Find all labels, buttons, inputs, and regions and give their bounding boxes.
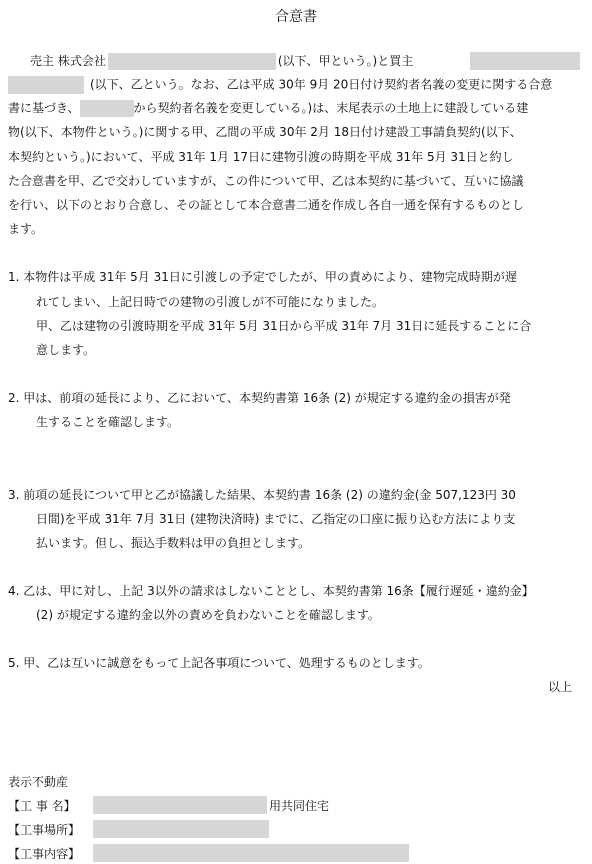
intro-line-3	[8, 100, 528, 117]
item-4-line-2: (2) が規定する違約金以外の責めを負わないことを確認します。	[36, 608, 380, 622]
intro-line-1	[30, 53, 413, 70]
seller-label: 売主 株式会社	[30, 54, 106, 68]
property-name-label: 【工 事 名】	[8, 799, 76, 813]
property-location-row	[8, 822, 80, 838]
item-4-line-1: 4. 乙は、甲に対し、上記 3以外の請求はしないこととし、本契約書第 16条【履行遅延・違約金】	[8, 584, 534, 598]
property-content-label: 【工事内容】	[8, 847, 81, 861]
item-3-line-2: 日間)を平成 31年 7月 31日 (建物決済時) までに、乙指定の口座に振り込む方法により支	[36, 512, 516, 526]
item-1-line-3: 甲、乙は建物の引渡時期を平成 31年 5月 31日から平成 31年 7月 31日に延長することに合	[36, 319, 532, 333]
intro-text-3a: 書に基づき、	[8, 101, 80, 115]
property-name-row	[8, 798, 76, 814]
buyer-label: (以下、甲という。)と買主	[277, 54, 414, 68]
item-1-line-2: れてしまい、上記日時での建物の引渡しが不可能になりました。	[36, 295, 385, 309]
redacted-buyer-name-cont	[8, 76, 84, 94]
closing-ijo: 以上	[548, 680, 573, 694]
intro-line-8: ます。	[8, 222, 44, 236]
intro-line-7: を行い、以下のとおり合意し、その証として本合意書二通を作成し各自一通を保有するものとし	[8, 198, 525, 212]
item-2-line-2: 生することを確認します。	[36, 415, 180, 429]
redacted-project-location	[93, 820, 269, 838]
redacted-project-name	[93, 796, 267, 814]
property-heading: 表示不動産	[8, 775, 69, 789]
property-name-suffix: 用共同住宅	[269, 799, 330, 813]
item-3-line-1: 3. 前項の延長について甲と乙が協議した結果、本契約書 16条 (2) の違約金(金 507,123円 30	[8, 488, 516, 502]
intro-line-6: た合意書を甲、乙で交わしていますが、この件について甲、乙は本契約に基づいて、互いに協議	[8, 174, 524, 188]
redacted-buyer-name	[470, 52, 580, 70]
intro-line-5: 本契約という。)において、平成 31年 1月 17日に建物引渡の時期を平成 31年 5月 31日と約し	[8, 150, 514, 164]
intro-line-2	[8, 76, 552, 94]
item-3-line-3: 払います。但し、振込手数料は甲の負担とします。	[36, 536, 311, 550]
property-content-row	[8, 846, 80, 862]
intro-text-2: (以下、乙という。なお、乙は平成 30年 9月 20日付け契約者名義の変更に関する合意	[90, 77, 553, 92]
item-1-line-4: 意します。	[36, 343, 96, 357]
item-2-line-1: 2. 甲は、前項の延長により、乙において、本契約書第 16条 (2) が規定する違約金の損害が発	[8, 391, 511, 405]
property-location-label: 【工事場所】	[8, 823, 81, 837]
redacted-previous-contractor	[80, 100, 134, 117]
redacted-seller-name	[108, 53, 276, 70]
redacted-project-content	[93, 844, 409, 862]
item-1-line-1: 1. 本物件は平成 31年 5月 31日に引渡しの予定でしたが、甲の責めにより、建物完成時期が遅	[8, 270, 517, 284]
item-5-line-1: 5. 甲、乙は互いに誠意をもって上記各事項について、処理するものとします。	[8, 656, 430, 670]
intro-text-3b: から契約者名義を変更している。)は、末尾表示の土地上に建設している建	[133, 101, 529, 115]
intro-line-4: 物(以下、本物件という。)に関する甲、乙間の平成 30年 2月 18日付け建設工事請負契約(以下、	[8, 125, 522, 139]
page-title: 合意書	[275, 9, 317, 25]
